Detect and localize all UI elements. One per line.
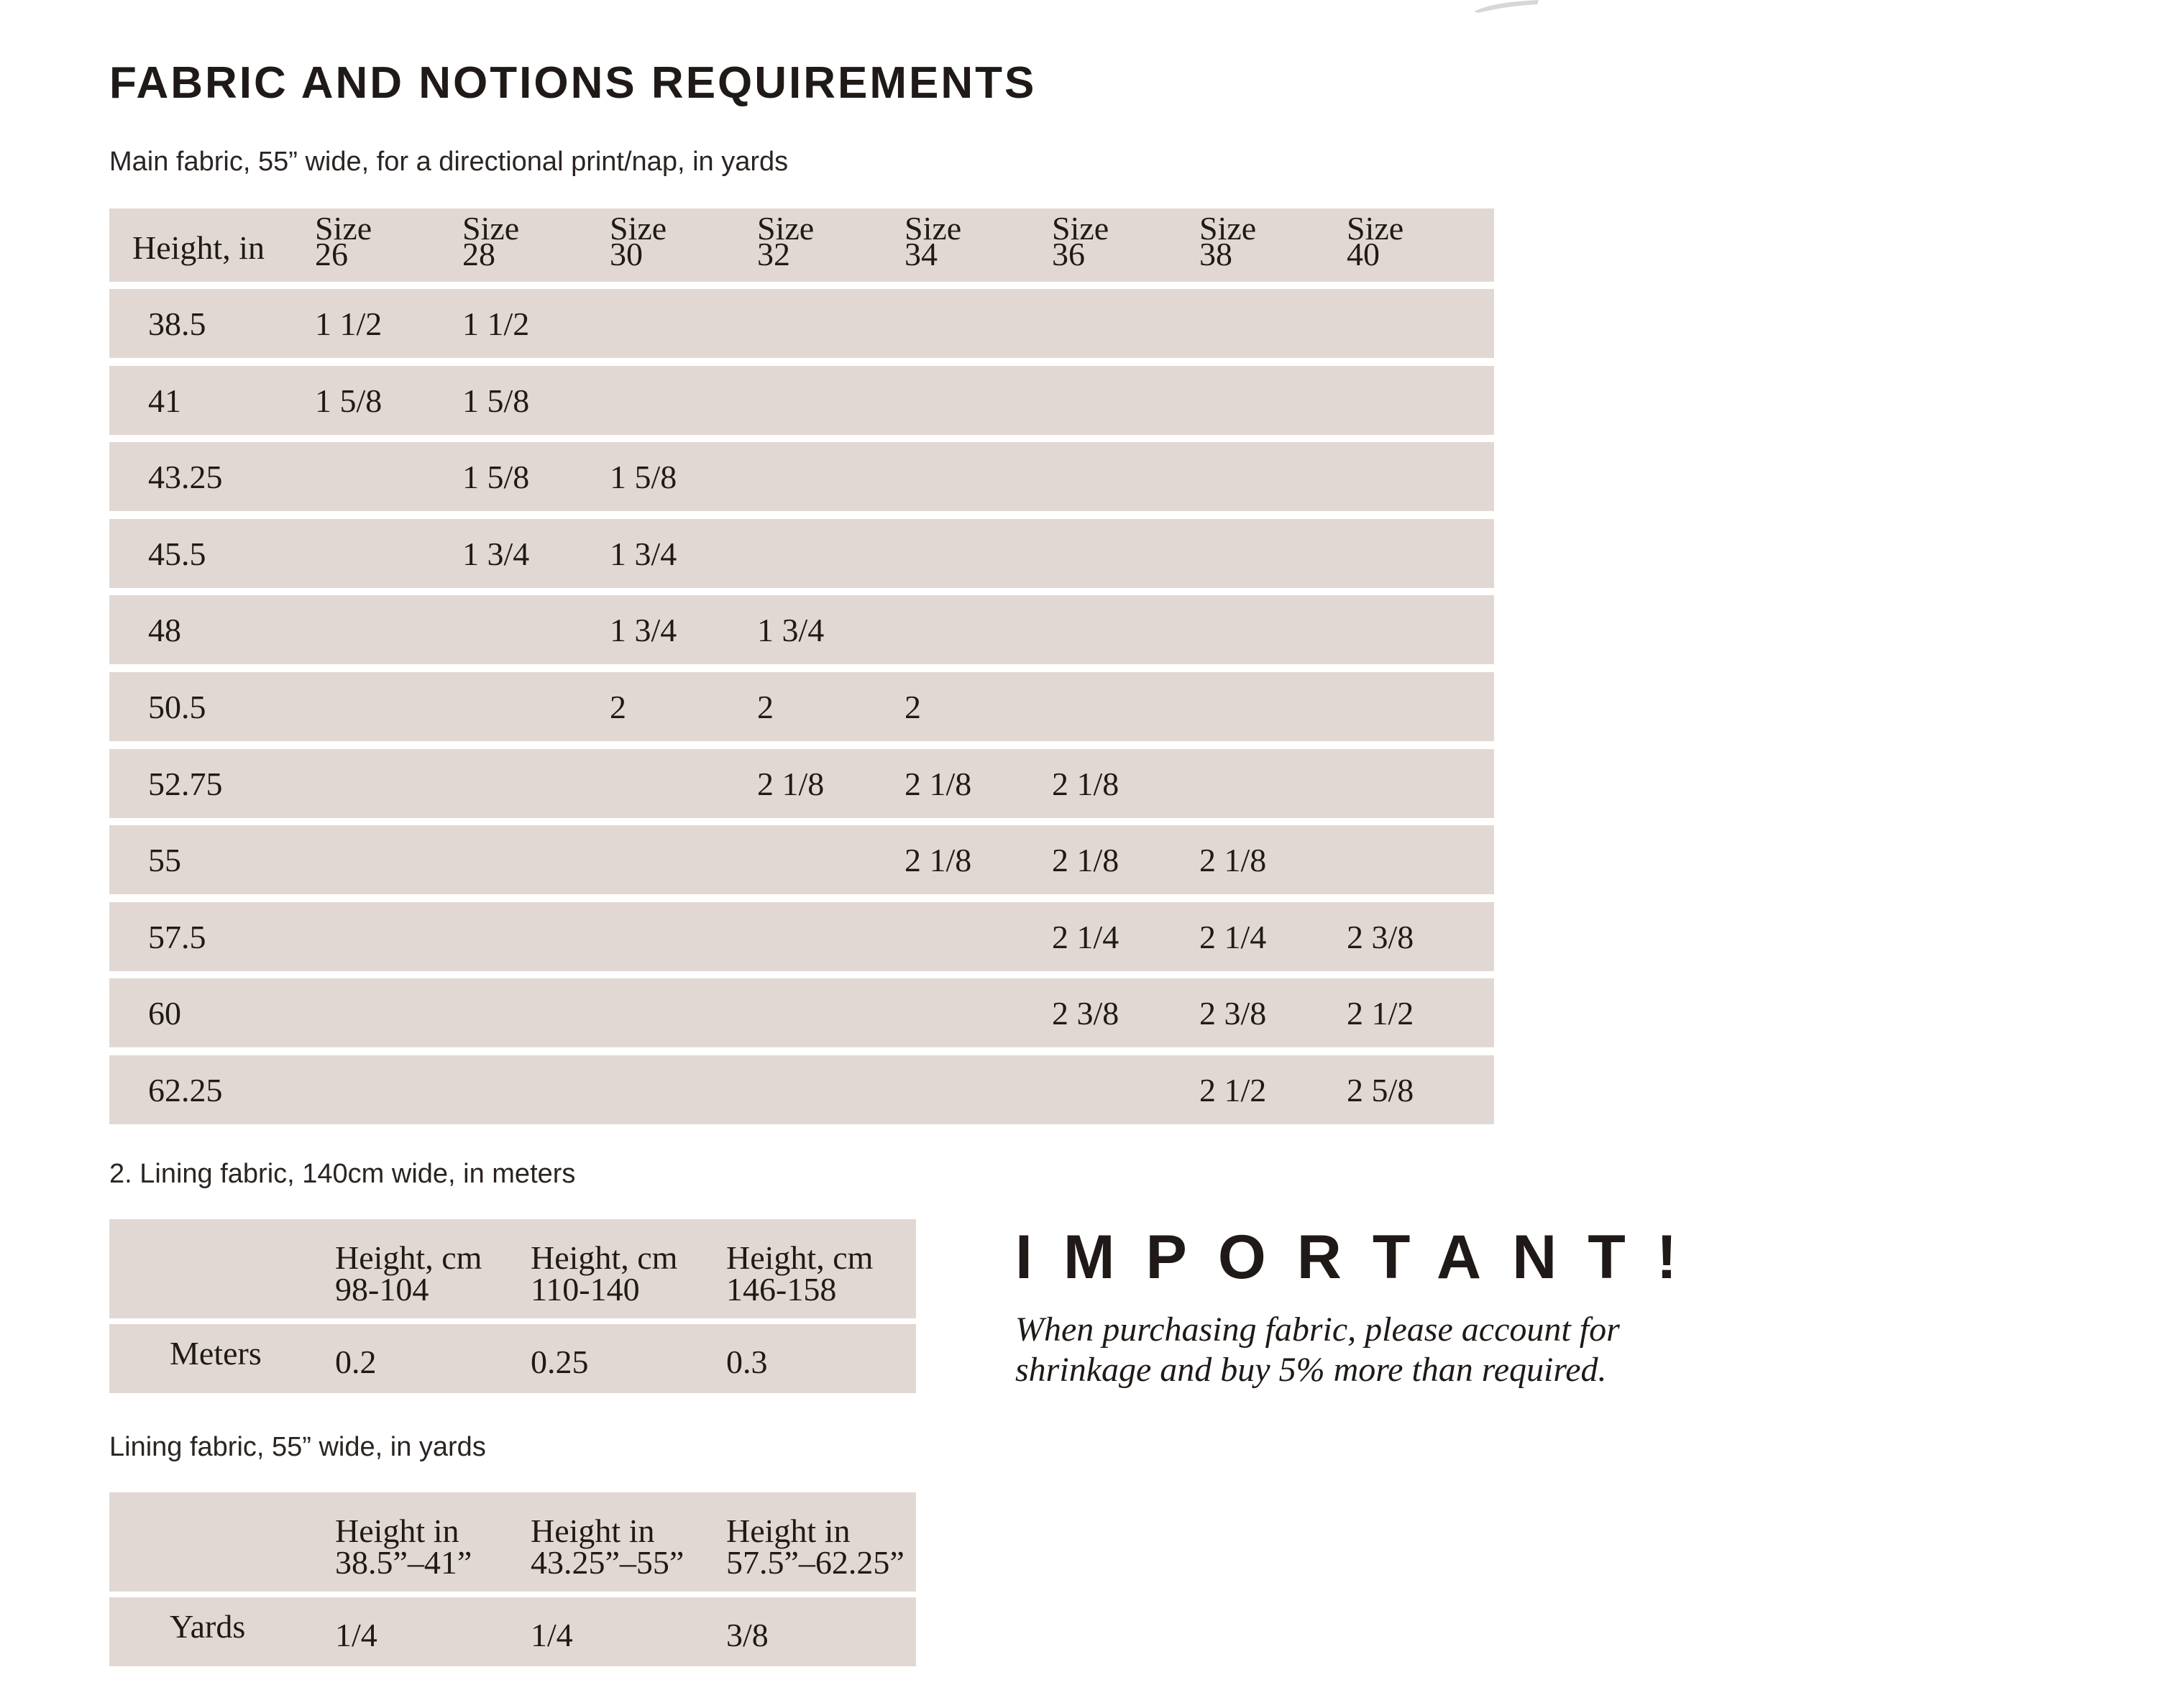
important-note: When purchasing fabric, please account for shrinkage and buy 5% more than required. — [1015, 1310, 1620, 1389]
table-row — [109, 825, 1494, 894]
size-column-header — [1347, 210, 1404, 272]
header-line-1: Height, cm — [726, 1239, 874, 1276]
lining-value: 0.2 — [335, 1344, 377, 1380]
size-number: 26 — [315, 236, 348, 272]
row-height-value: 50.5 — [148, 689, 206, 725]
decorative-brush-stroke — [1474, 0, 1539, 13]
yardage-value: 2 1/8 — [1052, 842, 1119, 878]
size-word: Size — [610, 210, 667, 247]
main-fabric-caption: Main fabric, 55” wide, for a directional print/nap, in yards — [109, 147, 789, 177]
yardage-value: 1 1/2 — [462, 306, 530, 342]
size-word: Size — [1199, 210, 1257, 247]
lining-value: 3/8 — [726, 1617, 769, 1653]
row-height-value: 52.75 — [148, 766, 223, 802]
yardage-value: 1 3/4 — [757, 612, 825, 648]
yardage-value: 1 5/8 — [462, 459, 530, 495]
size-number: 40 — [1347, 236, 1380, 272]
header-line-2: 98-104 — [335, 1271, 429, 1308]
table-row — [109, 902, 1494, 971]
size-word: Size — [757, 210, 815, 247]
lining-value: 0.25 — [531, 1344, 589, 1380]
yardage-value: 2 1/2 — [1199, 1072, 1267, 1108]
yardage-value: 2 1/8 — [757, 766, 825, 802]
yardage-value: 1 5/8 — [462, 382, 530, 419]
row-height-value: 45.5 — [148, 536, 206, 572]
row-height-value: 60 — [148, 995, 181, 1032]
yardage-value: 1 3/4 — [610, 612, 677, 648]
header-line-1: Height in — [726, 1512, 851, 1549]
yardage-value: 2 5/8 — [1347, 1072, 1414, 1108]
size-column-header — [905, 210, 962, 272]
row-height-value: 57.5 — [148, 919, 206, 955]
lining-column-header — [335, 1512, 472, 1581]
lining-meters-caption: 2. Lining fabric, 140cm wide, in meters — [109, 1159, 576, 1189]
lining-column-header — [726, 1512, 905, 1581]
table-row — [109, 519, 1494, 588]
yardage-value: 1 3/4 — [610, 536, 677, 572]
header-line-2: 146-158 — [726, 1271, 837, 1308]
yardage-value: 2 3/8 — [1347, 919, 1414, 955]
header-line-1: Height in — [531, 1512, 655, 1549]
size-word: Size — [315, 210, 372, 247]
table-row — [109, 1055, 1494, 1124]
yardage-value: 2 1/8 — [1052, 766, 1119, 802]
header-line-1: Height, cm — [335, 1239, 482, 1276]
lining-column-header — [531, 1512, 684, 1581]
lining-value: 1/4 — [531, 1617, 573, 1653]
size-column-header — [1052, 210, 1109, 272]
size-number: 38 — [1199, 236, 1232, 272]
size-column-header — [610, 210, 667, 272]
size-word: Size — [462, 210, 520, 247]
yardage-value: 2 1/8 — [1199, 842, 1267, 878]
lining-column-header — [335, 1239, 482, 1308]
size-word: Size — [1052, 210, 1109, 247]
table-row — [109, 978, 1494, 1047]
yardage-value: 2 1/4 — [1199, 919, 1267, 955]
lining-yards-caption: Lining fabric, 55” wide, in yards — [109, 1432, 486, 1462]
table-row — [109, 672, 1494, 741]
yardage-value: 2 1/2 — [1347, 995, 1414, 1032]
row-height-value: 62.25 — [148, 1072, 223, 1108]
row-height-value: 55 — [148, 842, 181, 878]
yardage-value: 1 5/8 — [610, 459, 677, 495]
row-height-value: 41 — [148, 382, 181, 419]
yardage-value: 2 1/8 — [905, 842, 972, 878]
lining-value: 1/4 — [335, 1617, 377, 1653]
yardage-value: 2 3/8 — [1052, 995, 1119, 1032]
header-line-2: 38.5”–41” — [335, 1544, 472, 1581]
size-word: Size — [905, 210, 962, 247]
header-line-1: Height, cm — [531, 1239, 678, 1276]
height-column-header: Height, in — [132, 229, 265, 266]
row-height-value: 38.5 — [148, 306, 206, 342]
size-number: 28 — [462, 236, 495, 272]
table-row — [109, 442, 1494, 511]
yardage-value: 1 3/4 — [462, 536, 530, 572]
size-number: 34 — [905, 236, 938, 272]
yardage-value: 2 — [905, 689, 921, 725]
row-height-value: 43.25 — [148, 459, 223, 495]
lining-column-header — [531, 1239, 678, 1308]
yardage-value: 2 — [757, 689, 774, 725]
header-line-2: 57.5”–62.25” — [726, 1544, 905, 1581]
size-column-header — [315, 210, 372, 272]
size-word: Size — [1347, 210, 1404, 247]
header-line-2: 43.25”–55” — [531, 1544, 684, 1581]
lining-value: 0.3 — [726, 1344, 768, 1380]
row-height-value: 48 — [148, 612, 181, 648]
lining-row-label: Meters — [170, 1335, 262, 1372]
yardage-value: 1 5/8 — [315, 382, 383, 419]
yardage-value: 2 1/4 — [1052, 919, 1119, 955]
yardage-value: 2 — [610, 689, 626, 725]
header-line-2: 110-140 — [531, 1271, 640, 1308]
lining-row-label: Yards — [170, 1608, 246, 1645]
size-column-header — [1199, 210, 1257, 272]
size-column-header — [462, 210, 520, 272]
yardage-value: 2 3/8 — [1199, 995, 1267, 1032]
lining-column-header — [726, 1239, 874, 1308]
size-column-header — [757, 210, 815, 272]
yardage-value: 1 1/2 — [315, 306, 383, 342]
page-title: FABRIC AND NOTIONS REQUIREMENTS — [109, 58, 1037, 108]
size-number: 30 — [610, 236, 643, 272]
header-line-1: Height in — [335, 1512, 459, 1549]
yardage-value: 2 1/8 — [905, 766, 972, 802]
size-number: 32 — [757, 236, 790, 272]
important-heading: IMPORTANT! — [1015, 1223, 1708, 1292]
size-number: 36 — [1052, 236, 1085, 272]
